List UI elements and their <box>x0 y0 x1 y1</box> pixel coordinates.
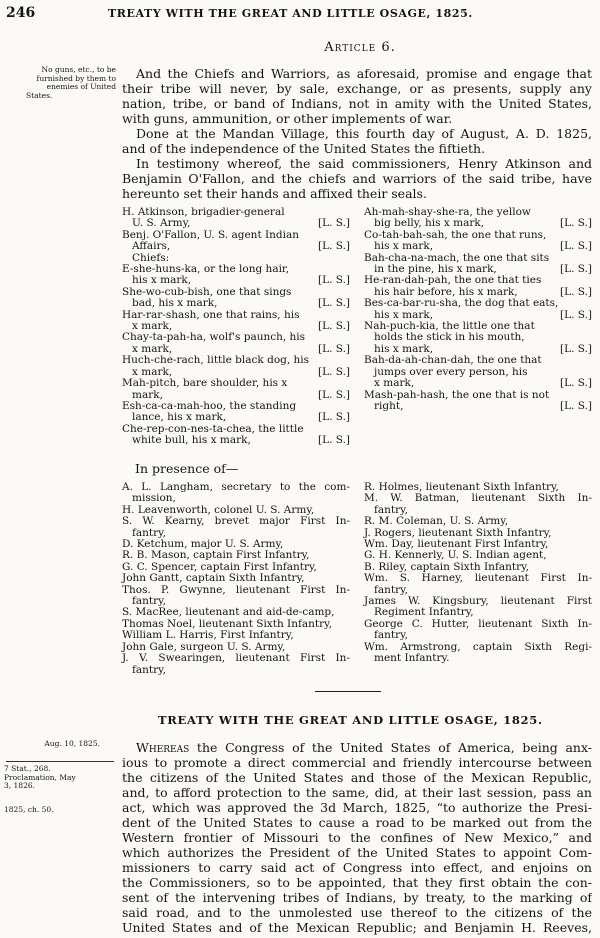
signature-text: in the pine, his x mark, <box>374 263 497 276</box>
seal-mark: [L. S.] <box>318 297 350 310</box>
done-at-paragraph <box>122 126 592 156</box>
text-line: act, which was approved the 3d March, 1825, “to authorize the Presi- <box>122 800 592 815</box>
signature-text: E-she-huns-ka, or the long hair, <box>122 263 290 276</box>
signature-text: Chay-ta-pah-ha, wolf's paunch, his <box>122 331 306 344</box>
witness-line: Thos. P. Gwynne, lieutenant First In- <box>122 583 350 596</box>
text-line: and, to afford protection to the same, did, at their last session, pass an <box>122 785 592 800</box>
signature-text: Huch-che-rach, little black dog, his <box>122 354 310 367</box>
signature-text: Har-rar-shash, one that rains, his <box>122 308 300 321</box>
running-head <box>6 5 592 21</box>
margin-note-line: States. <box>26 90 53 100</box>
witness-line: M. W. Batman, lieutenant Sixth In- <box>364 492 592 505</box>
signature-text: x mark, <box>374 377 415 390</box>
signature-text: Bah-cha-na-mach, the one that sits <box>364 251 550 264</box>
signature-text: Affairs, <box>132 240 171 253</box>
margin-note-line: No guns, etc., to be <box>41 65 116 74</box>
margin-note-line: 7 Stat., 268. <box>4 764 51 773</box>
signature-text: Bes-ca-bar-ru-sha, the dog that eats, <box>364 297 559 310</box>
signature-text: Mah-pitch, bare shoulder, his x <box>122 377 288 390</box>
seal-mark: [L. S.] <box>560 240 592 253</box>
witness-line: S. MacRee, lieutenant and aid-de-camp, <box>122 606 335 619</box>
signature-text: Benj. O'Fallon, U. S. agent Indian <box>122 228 300 241</box>
witness-line: R. Holmes, lieutenant Sixth Infantry, <box>364 481 559 493</box>
running-title: TREATY WITH THE GREAT AND LITTLE OSAGE, 1825. <box>108 7 473 20</box>
first-word: Whereas <box>136 740 190 755</box>
text-line: their tribe will never, by sale, exchange, or as presents, supply any <box>122 81 592 96</box>
article-6-paragraph <box>122 66 592 126</box>
text-line: ious to promote a direct commercial and friendly intercourse between <box>122 755 592 770</box>
witness-line: D. Ketchum, major U. S. Army, <box>122 538 284 551</box>
text-line: the Commissioners, so to be appointed, that they first obtain the con- <box>122 875 592 890</box>
seal-mark: [L. S.] <box>560 217 592 230</box>
article-heading <box>0 40 600 55</box>
seal-mark: [L. S.] <box>318 342 350 355</box>
seal-mark: [L. S.] <box>318 320 350 333</box>
signature-text: his x mark, <box>374 342 434 355</box>
witnesses-left-column <box>122 482 350 676</box>
text-line <box>122 740 592 755</box>
witness-line: William L. Harris, First Infantry, <box>122 629 294 642</box>
signature-text: Bah-da-ah-chan-dah, the one that <box>364 354 542 367</box>
witness-line: John Gantt, captain Sixth Infantry, <box>122 572 305 585</box>
margin-note-statute <box>4 765 116 791</box>
signature-text: jumps over every person, his <box>374 365 528 378</box>
signature-text: lance, his x mark, <box>132 411 227 424</box>
witness-line: Wm. S. Harney, lieutenant First In- <box>364 572 592 585</box>
signature-text: Co-tah-bah-sah, the one that runs, <box>364 228 547 241</box>
first-line-rest: the Congress of the United States of America, being anx- <box>189 740 592 755</box>
margin-note-line: 3, 1826. <box>4 781 36 790</box>
margin-divider <box>6 761 114 762</box>
page-number: 246 <box>6 5 36 21</box>
witness-line: J. Rogers, lieutenant Sixth Infantry, <box>364 526 552 539</box>
signature-text: She-wo-cub-bish, one that sings <box>122 285 292 298</box>
signature-text: his x mark, <box>374 308 434 321</box>
section-divider <box>315 691 381 692</box>
margin-note-no-guns <box>4 66 116 100</box>
witness-line: G. C. Spencer, captain First Infantry, <box>122 560 317 573</box>
signature-line <box>122 435 350 446</box>
witness-line: G. H. Kennerly, U. S. Indian agent, <box>364 549 547 562</box>
witness-line: Regiment Infantry, <box>374 606 474 619</box>
witness-line: fantry, <box>132 526 167 539</box>
witness-line: H. Leavenworth, colonel U. S. Army, <box>122 503 315 516</box>
text-line: Benjamin O'Fallon, and the chiefs and warriors of the said tribe, have <box>122 171 592 186</box>
witness-line: Thomas Noel, lieutenant Sixth Infantry, <box>122 617 332 630</box>
signature-text: mark, <box>132 388 163 401</box>
signature-text: U. S. Army, <box>132 217 191 230</box>
signature-text: Ah-mah-shay-she-ra, the yellow <box>364 206 531 218</box>
seal-mark: [L. S.] <box>560 285 592 298</box>
text-line: In testimony whereof, the said commissioners, Henry Atkinson and <box>136 156 592 171</box>
witness-line: Wm. Armstrong, captain Sixth Regi- <box>364 640 592 653</box>
seal-mark: [L. S.] <box>318 365 350 378</box>
seal-mark: [L. S.] <box>560 377 592 390</box>
seal-mark: [L. S.] <box>560 399 592 412</box>
seal-mark: [L. S.] <box>560 308 592 321</box>
margin-note-date: Aug. 10, 1825. <box>44 739 100 748</box>
witness-line: mission, <box>132 492 176 505</box>
witness-line: ment Infantry. <box>374 652 450 665</box>
signature-text: white bull, his x mark, <box>132 434 251 447</box>
testimony-paragraph <box>122 156 592 201</box>
seal-mark: [L. S.] <box>560 342 592 355</box>
witness-line: R. B. Mason, captain First Infantry, <box>122 549 310 562</box>
seal-mark: [L. S.] <box>318 274 350 287</box>
text-line: dent of the United States to cause a road to be marked out from the <box>122 815 592 830</box>
witness-line: George C. Hutter, lieutenant Sixth In- <box>364 617 592 630</box>
text-line: with guns, ammunition, or other implements of war. <box>122 111 453 126</box>
signature-text: right, <box>374 399 404 412</box>
signature-text: He-ran-dah-pah, the one that ties <box>364 274 542 287</box>
signature-text: his x mark, <box>374 240 434 253</box>
seal-mark: [L. S.] <box>318 240 350 253</box>
signature-text: Nah-puch-kia, the little one that <box>364 320 535 333</box>
signature-text: Che-rep-con-nes-ta-chea, the little <box>122 422 304 435</box>
signature-text: x mark, <box>132 342 173 355</box>
text-line: said road, and to the unmolested use thereof to the citizens of the <box>122 905 592 920</box>
text-line: and of the independence of the United States the fiftieth. <box>122 141 486 156</box>
signature-text: Esh-ca-ca-mah-hoo, the standing <box>122 399 297 412</box>
margin-note-line: Proclamation, May <box>4 772 76 782</box>
seal-mark: [L. S.] <box>318 411 350 424</box>
signature-text: H. Atkinson, brigadier-general <box>122 206 285 218</box>
signature-text: bad, his x mark, <box>132 297 218 310</box>
signature-text: Chiefs: <box>132 251 170 264</box>
witness-line: A. L. Langham, secretary to the com- <box>122 481 350 493</box>
whereas-paragraph <box>122 740 592 935</box>
text-line: Done at the Mandan Village, this fourth day of August, A. D. 1825, <box>136 126 592 141</box>
witness-line: J. V. Swearingen, lieutenant First In- <box>122 652 350 665</box>
signature-text: holds the stick in his mouth, <box>374 331 525 344</box>
signature-text: big belly, his x mark, <box>374 217 485 230</box>
witness-line: S. W. Kearny, brevet major First In- <box>122 515 350 528</box>
text-line: hereunto set their hands and affixed their seals. <box>122 186 427 201</box>
text-line: United States and of the Mexican Republic; and Benjamin H. Reeves, <box>122 920 592 935</box>
seal-mark: [L. S.] <box>318 434 350 447</box>
witness-line: fantry, <box>132 595 167 608</box>
text-line: And the Chiefs and Warriors, as aforesaid, promise and engage that <box>136 66 592 81</box>
witness-line: fantry, <box>374 503 409 516</box>
treaty-title: TREATY WITH THE GREAT AND LITTLE OSAGE, 1825. <box>158 713 543 727</box>
text-line: which authorizes the President of the United States to appoint Com- <box>122 845 592 860</box>
article-heading-text: Article 6. <box>324 40 396 55</box>
seal-mark: [L. S.] <box>318 217 350 230</box>
witness-line: fantry, <box>374 583 409 596</box>
signature-text: Mash-pah-hash, the one that is not <box>364 388 550 401</box>
signature-text: his x mark, <box>132 274 192 287</box>
text-line: the citizens of the United States and those of the Mexican Republic, <box>122 770 592 785</box>
presence-heading: In presence of— <box>135 461 239 476</box>
margin-note-chapter: 1825, ch. 50. <box>4 805 54 814</box>
witness-line: John Gale, surgeon U. S. Army, <box>122 640 286 653</box>
text-line: nation, tribe, or band of Indians, not in amity with the United States, <box>122 96 592 111</box>
seal-mark: [L. S.] <box>560 263 592 276</box>
text-line: missioners to carry said act of Congress into effect, and enjoins on <box>122 860 592 875</box>
witness-line: R. M. Coleman, U. S. Army, <box>364 515 509 528</box>
signature-line <box>364 401 592 412</box>
witness-line: James W. Kingsbury, lieutenant First <box>364 595 592 608</box>
signature-text: x mark, <box>132 320 173 333</box>
witness-line: fantry, <box>132 663 167 676</box>
witnesses-right-column <box>364 482 592 665</box>
text-line: Western frontier of Missouri to the confines of New Mexico,” and <box>122 830 592 845</box>
witness-line: fantry, <box>374 629 409 642</box>
witness-line: Wm. Day, lieutenant First Infantry, <box>364 538 549 551</box>
signatures-left-column <box>122 207 350 447</box>
signatures-right-column <box>364 207 592 412</box>
seal-mark: [L. S.] <box>318 388 350 401</box>
signature-text: x mark, <box>132 365 173 378</box>
text-line: sent of the intervening tribes of Indians, by treaty, to the marking of <box>122 890 592 905</box>
margin-note-line: furnished by them to <box>36 73 116 83</box>
signature-text: his hair before, his x mark, <box>374 285 518 298</box>
margin-note-line: enemies of United <box>46 82 116 91</box>
witness-line: B. Riley, captain Sixth Infantry, <box>364 560 529 573</box>
